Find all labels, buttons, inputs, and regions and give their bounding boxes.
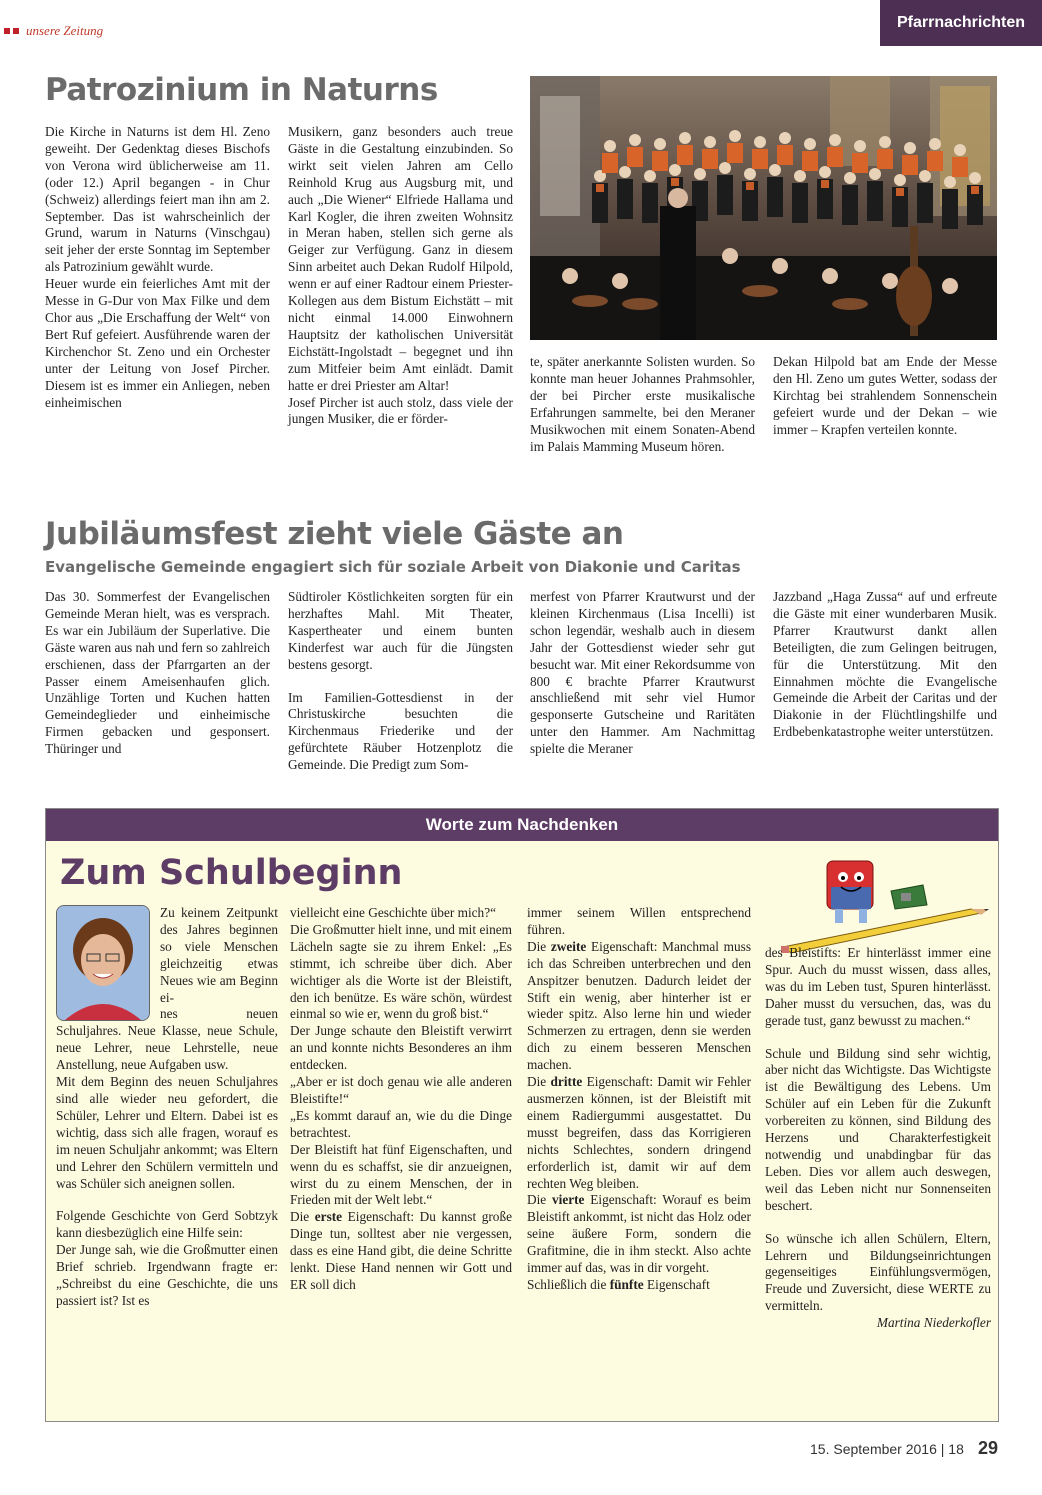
paragraph: Folgende Geschichte von Gerd Sobtzyk kann diesbezüglich eine Hilfe sein: bbox=[56, 1208, 278, 1241]
paragraph: Der Bleistift hat fünf Eigenschaften, und wenn du es schaffst, sie dir anzueignen, wirst du zu einem Menschen, der in Frieden mit der Welt lebt.“ bbox=[290, 1141, 512, 1208]
paragraph: Die Großmutter hielt inne, und mit einem Lächeln sagte sie zu ihrem Enkel: „Es stimmt, ich schreibe über dich. Aber wichtiger als die Worte ist der Bleistift, den ich benütze. Es wäre schön, würdest einmal so wie er, wenn du groß bist.“ bbox=[290, 921, 512, 1022]
article-column bbox=[765, 945, 991, 1332]
text-span: Die bbox=[290, 1209, 315, 1225]
paragraph bbox=[290, 1209, 512, 1294]
pencil-sharpener-illustration bbox=[781, 851, 991, 955]
signature: Martina Niederkofler bbox=[876, 1315, 991, 1331]
paragraph: Mit dem Beginn des neuen Schuljahres sind alle wieder neu gefordert, die Schüler, Lehrer und Eltern. Dabei ist es wichtig, dass sich alle fragen, worauf es im neuen Schuljahr ankommt; was Eltern und Lehrer den Schülern vermitteln und was Schüler sich aneignen sollen. bbox=[56, 1074, 278, 1191]
logo-square-icon bbox=[4, 28, 10, 34]
paragraph: Zu keinem Zeitpunkt des Jahres beginnen so viele Menschen gleichzeitig etwas Neues wie am Beginn ei- bbox=[160, 905, 278, 1005]
paragraph: merfest von Pfarrer Krautwurst und der kleinen Kirchenmaus (Lisa Incelli) ist schon legendär, weshalb auch in diesem Jahr der Gottesdienst wieder sehr gut besucht war. Mit einer Rekordsumme von 800 € brachte Pfarrer Krautwurst anschließend mit sehr viel Humor gesponserte Gutscheine und Raritäten unter den Hammer. Am Nachmittag spielte die Meraner bbox=[530, 589, 755, 757]
article-column bbox=[530, 354, 755, 455]
section-tab-label: Pfarrnachrichten bbox=[896, 14, 1026, 31]
article-column bbox=[45, 124, 270, 411]
paragraph: te, später anerkannte Solisten wurden. So konnte man heuer Johannes Prahmsohler, der bei Pircher erste musikalische Erfahrungen sammelte, bei den Meraner Musikwochen mit einem Sonaten-Abend im Palais Mamming Museum hören. bbox=[530, 354, 755, 454]
logo-text: unsere Zeitung bbox=[26, 23, 104, 38]
paragraph bbox=[527, 1192, 751, 1277]
emphasis: fünfte bbox=[609, 1276, 644, 1292]
text-span: Die bbox=[527, 1074, 551, 1090]
emphasis: dritte bbox=[550, 1074, 583, 1090]
paragraph: Heuer wurde ein feierliches Amt mit der Messe in G-Dur von Max Filke und dem Chor aus „Die Erschaffung der Welt“ von Bert Ruf gefeiert. Ausführende waren der Kirchenchor St. Zeno und ein Orchester unter der Leitung von Josef Pircher. Diesem ist es immer ein Anliegen, neben einheimischen bbox=[45, 276, 270, 410]
box-header: Worte zum Nachdenken bbox=[46, 809, 998, 841]
article-column bbox=[56, 905, 278, 1310]
text-span: Eigenschaft: Du kannst große Dinge tun, solltest aber nie vergessen, dass es eine Hand gibt, die deine Schritte lenkt. Diese Hand nennen wir Gott und ER soll dich bbox=[290, 1209, 513, 1292]
paragraph bbox=[527, 1074, 751, 1192]
page-number: 29 bbox=[978, 1438, 999, 1458]
article-subtitle: Evangelische Gemeinde engagiert sich für soziale Arbeit von Diakonie und Caritas bbox=[45, 558, 741, 576]
article-column bbox=[45, 589, 270, 758]
paragraph: Dekan Hilpold bat am Ende der Messe den Hl. Zeno um gutes Wetter, sodass der Kirchtag bei strahlendem Sonnenschein gefeiert wurde und der Dekan – wie immer – Krapfen verteilen konnte. bbox=[773, 354, 997, 437]
paragraph: Die Kirche in Naturns ist dem Hl. Zeno geweiht. Der Gedenktag dieses Bischofs von Verona wird üblicherweise am 11. (oder 12.) April begangen - in Chur (Schweiz) allerdings feiert man ihn am 2. September. Das ist wahrscheinlich der Grund, warum in Naturns (Vinschgau) seit jeher der erste Sonntag im September als Patrozinium gewählt wurde. bbox=[45, 124, 270, 275]
emphasis: erste bbox=[314, 1209, 343, 1225]
paragraph: nes neuen Schuljahres. Neue Klasse, neue Schule, neue Lehrer, neue Lehrstelle, neue Anstellung, neue Aufgaben usw. bbox=[56, 1006, 278, 1073]
emphasis: vierte bbox=[551, 1192, 585, 1208]
text-span: Eigenschaft: Damit wir Fehler ausmerzen können, ist der Bleistift mit einem Radiergummi ausgestattet. Du musst begreifen, dass das Korrigieren nichts Schlechtes, sondern dringend erforderlich ist, damit wir auf dem rechten Weg bleiben. bbox=[527, 1074, 751, 1191]
paragraph: Das 30. Sommerfest der Evangelischen Gemeinde Meran hielt, was es versprach. Es war ein Jubiläum der Superlative. Die Gäste waren aus nah und fern so zahlreich erschienen, dass der Pfarrgarten an der Passer einem Ameisenhaufen glich. Unzählige Torten und Kuchen hatten Gemeindeglieder und einheimische Firmen gebacken und gesponsert. Thüringer und bbox=[45, 589, 270, 757]
paragraph bbox=[527, 1277, 751, 1294]
paragraph: „Aber er ist doch genau wie alle anderen Bleistifte!“ bbox=[290, 1074, 512, 1106]
section-tab bbox=[880, 0, 1042, 46]
paragraph: „Es kommt darauf an, wie du die Dinge betrachtest. bbox=[290, 1107, 512, 1140]
paragraph: Der Junge sah, wie die Großmutter einen Brief schrieb. Irgendwann fragte er: „Schreibst du eine Geschichte, die uns passiert ist? Ist es bbox=[56, 1242, 278, 1308]
article-column bbox=[288, 589, 513, 774]
text-span: Schließlich die bbox=[527, 1276, 610, 1292]
reflection-box bbox=[45, 808, 999, 1422]
paragraph: immer seinem Willen entsprechend führen. bbox=[527, 905, 751, 937]
text-span: Die bbox=[527, 1192, 552, 1208]
article-column bbox=[530, 589, 755, 758]
text-span: Die bbox=[527, 938, 551, 954]
paragraph: Jazzband „Haga Zussa“ auf und erfreute die Gäste mit einer wunderbaren Musik. Pfarrer Krautwurst dankt allen Beteiligten, die zum Gelingen beitrugen, für die Unterstützung. Mit den Einnahmen möchte die Evangelische Gemeinde die Arbeit der Caritas und der Diakonie in der Flüchtlingshilfe und Erdbebenkatastrophe weiter unterstützen. bbox=[773, 589, 997, 740]
article-column bbox=[773, 589, 997, 741]
paragraph: So wünsche ich allen Schülern, Eltern, Lehrern und Bildungseinrichtungen gegenseitiges Einfühlungsvermögen, Freude und Zuversicht, diese WERTE zu vermitteln. bbox=[765, 1230, 991, 1314]
article-column bbox=[288, 124, 513, 428]
article-column bbox=[773, 354, 997, 439]
paragraph: Musikern, ganz besonders auch treue Gäste in die Gestaltung einzubinden. So wirkt seit vielen Jahren am Cello Reinhold Krug aus Augsburg mit, und auch „Die Wiener“ Elfriede Hallama und Karl Kogler, die ihren zweiten Wohnsitz in Meran haben, stellen sich gerne als Geiger zur Verfügung. Ganz in diesem Sinn arbeitet auch Dekan Rudolf Hilpold, wenn er auf einer Radtour einem Priester-Kollegen aus dem Bistum Eichstätt – mit nicht einmal 14.000 Einwohnern Hauptsitz der katholischen Universität Eichstätt-Ingolstadt – begegnet und ihn zum Mitfeier beim Amt einlädt. Damit hatte er drei Priester am Altar! bbox=[288, 124, 513, 393]
logo-square-icon bbox=[13, 28, 19, 34]
text-span: Eigenschaft: Worauf es beim Bleistift ankommt, ist nicht das Holz oder seine äußere Form, sondern die Grafitmine, die in ihm steckt. Also achte immer auf das, was in dir vorgeht. bbox=[527, 1192, 751, 1276]
paragraph bbox=[527, 939, 751, 1074]
article-column bbox=[290, 905, 512, 1294]
masthead-logo bbox=[4, 22, 103, 40]
box-title: Zum Schulbeginn bbox=[60, 853, 403, 893]
author-portrait bbox=[56, 905, 150, 1021]
paragraph: Der Junge schaute den Bleistift verwirrt an und konnte nichts Besonderes an ihm entdecken. bbox=[290, 1023, 512, 1073]
text-span: Eigenschaft: Manchmal muss ich das Schreiben unterbrechen und den Anspitzer benutzen. Dadurch leidet der Stift ein wenig, aber hinterher ist er wieder spitz. Also lerne hin und wieder Schmerzen zu ertragen, denn sie werden dich zu einem besseren Menschen machen. bbox=[527, 938, 751, 1073]
article-column bbox=[527, 905, 751, 1294]
text-span: Eigenschaft bbox=[643, 1276, 710, 1292]
concert-photo bbox=[530, 76, 997, 340]
paragraph: Im Familien-Gottesdienst in der Christuskirche besuchten die Kirchenmaus Friederike und der gefürchtete Räuber Hotzenplotz die Gemeinde. Die Predigt zum Som- bbox=[288, 689, 513, 773]
paragraph: des Bleistifts: Er hinterlässt immer eine Spur. Auch du musst wissen, dass alles, was du im Leben tust, Spuren hinterlässt. Daher musst du versuchen, das, was du gerade tust, ganz bewusst zu machen.“ bbox=[765, 945, 991, 1028]
paragraph: vielleicht eine Geschichte über mich?“ bbox=[290, 905, 497, 920]
paragraph: Südtiroler Köstlichkeiten sorgten für ein herzhaftes Mahl. Mit Theater, Kaspertheater und einem bunten Kinderfest war auch für die Jüngsten bestens gesorgt. bbox=[288, 589, 513, 672]
article-title: Patrozinium in Naturns bbox=[45, 72, 438, 108]
article-title: Jubiläumsfest zieht viele Gäste an bbox=[45, 516, 624, 552]
paragraph: Josef Pircher ist auch stolz, dass viele der jungen Musiker, die er förder- bbox=[288, 394, 513, 427]
paragraph: Schule und Bildung sind sehr wichtig, aber nicht das Wichtigste. Das Wichtigste ist die Bewältigung des Lebens. Um Schüler auf ein Leben für die Zukunft vorbereiten zu können, sind Bildung des Herzens und Charakterfestigkeit notwendig und unabdingbar für das Leben. Dies vor allem auch deswegen, weil das Leben nicht nur Sonnenseiten beschert. bbox=[765, 1045, 991, 1213]
emphasis: zweite bbox=[550, 938, 587, 954]
footer-date: 15. September 2016 | 18 bbox=[810, 1441, 964, 1457]
